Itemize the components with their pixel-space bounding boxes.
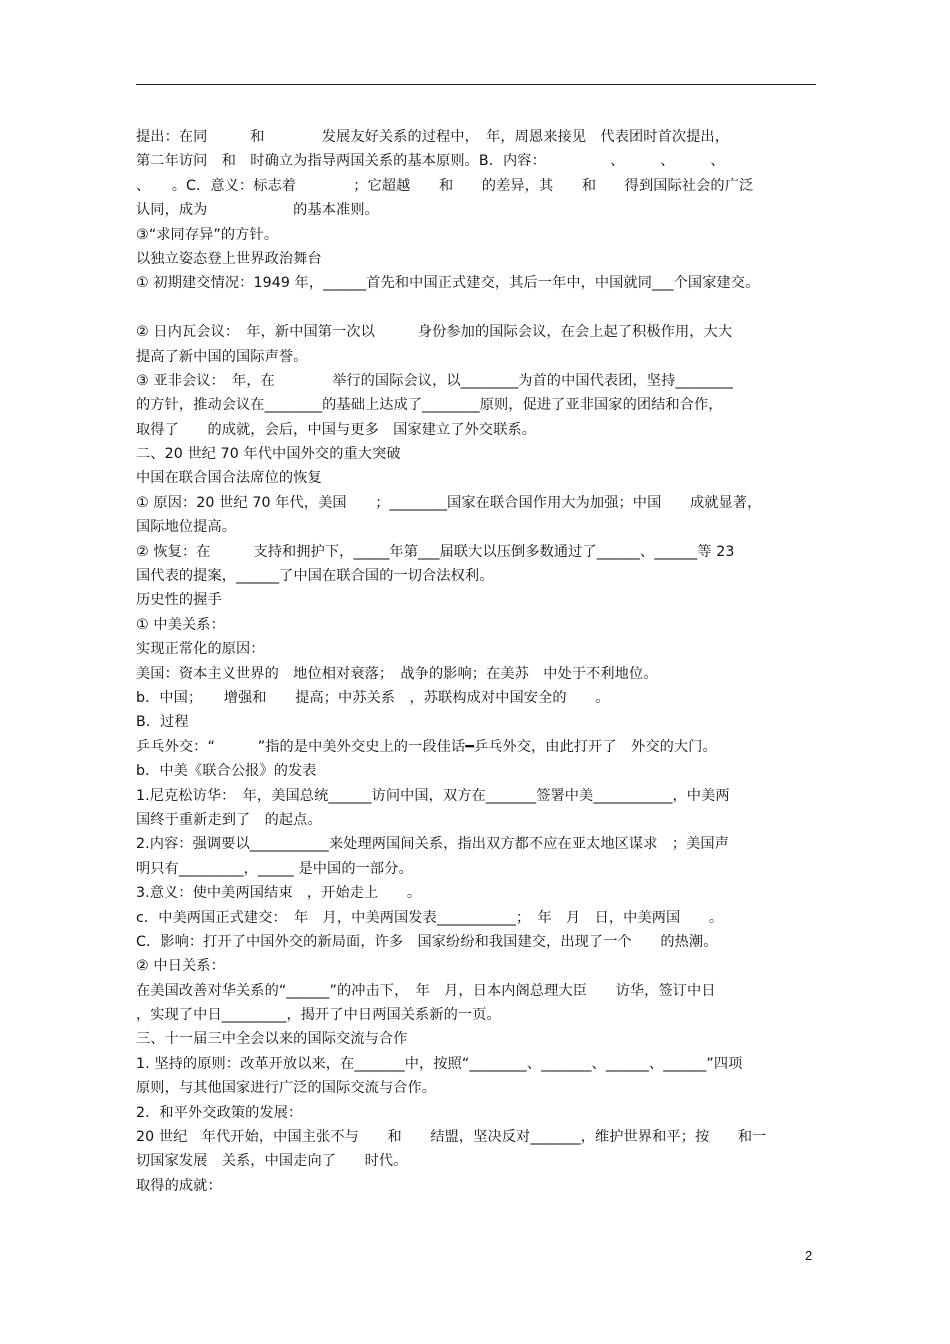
text-line: ，实现了中日_________，揭开了中日两国关系新的一页。	[136, 1007, 501, 1024]
text-line: ① 原因：20 世纪 70 年代，美国 ；________国家在联合国作用大为加强；中国 成就显著，	[136, 494, 762, 511]
text-line: ③“求同存异”的方针。	[136, 226, 279, 243]
text-line: 1.尼克松访华： 年，美国总统______访问中国，双方在_______签署中美___________，中美两	[136, 787, 730, 804]
text-line: 国终于重新走到了 的起点。	[136, 811, 322, 828]
page-number: 2	[805, 1248, 813, 1263]
text-line: 提出：在同 和 发展友好关系的过程中， 年，周恩来接见 代表团时首次提出，	[136, 129, 729, 145]
text-line: 切国家发展 关系，中国走向了 时代。	[136, 1153, 408, 1170]
text-line: 原则，与其他国家进行广泛的国际交流与合作。	[136, 1080, 437, 1097]
section-heading: 以独立姿态登上世界政治舞台	[136, 250, 322, 267]
text-line: 实现正常化的原因：	[136, 641, 265, 658]
text-line: 、 。C．意义：标志着 ；它超越 和 的差异，其 和 得到国际社会的广泛	[136, 177, 754, 194]
text-line: 第二年访问 和 时确立为指导两国关系的基本原则。B．内容： 、 、 、	[136, 153, 725, 170]
section-heading: 历史性的握手	[136, 592, 222, 609]
text-line: 的方针，推动会议在________的基础上达成了________原则，促进了亚非国家的团结和合作，	[136, 397, 723, 414]
text-line: 认同，成为 的基本准则。	[136, 202, 379, 219]
text-line: c．中美两国正式建交： 年 月，中美两国发表___________； 年 月 日，中美两国 。	[136, 909, 724, 926]
text-line: b．中国； 增强和 提高；中苏关系 ，苏联构成对中国安全的 。	[136, 689, 610, 706]
text-line: 2．和平外交政策的发展：	[136, 1104, 303, 1121]
text-line: ① 中美关系：	[136, 616, 225, 633]
header-rule	[136, 84, 816, 85]
text-line: 乒乓外交：“ ”指的是中美外交史上的一段佳话━乒乓外交，由此打开了 外交的大门。	[136, 738, 717, 755]
text-line: ② 恢复：在 支持和拥护下，_____年第___届联大以压倒多数通过了______、______等 23	[136, 543, 735, 560]
text-line: 3.意义：使中美两国结束 ，开始走上 。	[136, 885, 422, 902]
text-line: B．过程	[136, 714, 189, 731]
text-line: 明只有_________，_____ 是中国的一部分。	[136, 860, 413, 877]
text-line: ③ 亚非会议： 年，在 举行的国际会议，以________为首的中国代表团，坚持________	[136, 372, 733, 389]
section-heading: 中国在联合国合法席位的恢复	[136, 470, 322, 487]
text-line: b．中美《联合公报》的发表	[136, 763, 317, 780]
text-line: ② 日内瓦会议： 年，新中国第一次以 身份参加的国际会议，在会上起了积极作用，大大	[136, 324, 733, 341]
text-line: ② 中日关系：	[136, 958, 225, 975]
section-heading: 三、十一届三中全会以来的国际交流与合作	[136, 1031, 408, 1048]
text-line: 美国：资本主义世界的 地位相对衰落； 战争的影响；在美苏 中处于不利地位。	[136, 665, 658, 682]
section-heading: 二、20 世纪 70 年代中国外交的重大突破	[136, 446, 401, 463]
text-line: 2.内容：强调要以___________来处理两国间关系，指出双方都不应在亚太地区谋求 ；美国声	[136, 836, 729, 853]
text-line: 国代表的提案，______了中国在联合国的一切合法权利。	[136, 568, 494, 585]
text-line: 取得了 的成就，会后，中国与更多 国家建立了外交联系。	[136, 421, 537, 438]
text-line: 提高了新中国的国际声誉。	[136, 348, 308, 365]
text-line: 在美国改善对华关系的“______”的冲击下， 年 月，日本内阁总理大臣 访华，签订中日	[136, 982, 716, 999]
text-line: C．影响：打开了中国外交的新局面，许多 国家纷纷和我国建交，出现了一个 的热潮。	[136, 933, 718, 950]
text-line: 国际地位提高。	[136, 519, 237, 536]
blank-line	[136, 296, 820, 320]
text-line: ① 初期建交情况：1949 年，______首先和中国正式建交，其后一年中，中国就同___个国家建交。	[136, 275, 760, 292]
text-line: 1. 坚持的原则：改革开放以来，在_______中，按照“________、_______、______、______”四项	[136, 1055, 743, 1072]
document-body	[136, 125, 820, 1198]
text-line: 取得的成就：	[136, 1177, 222, 1194]
text-line: 20 世纪 年代开始，中国主张不与 和 结盟，坚决反对_______，维护世界和平；按 和一	[136, 1129, 767, 1146]
